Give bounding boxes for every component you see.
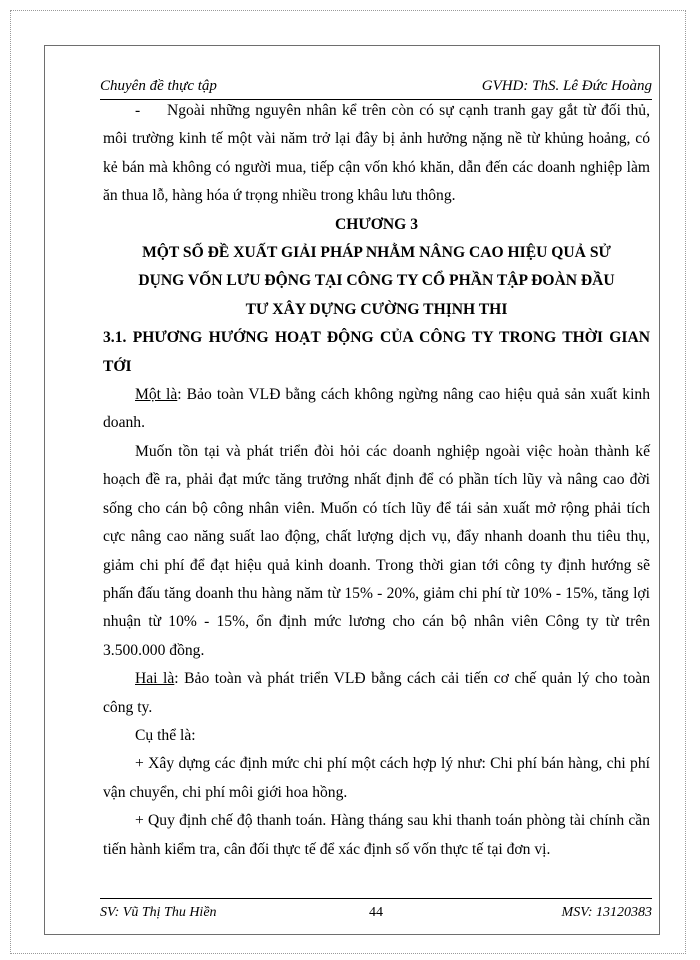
paragraph-development: Muốn tồn tại và phát triển đòi hỏi các doanh nghiệp ngoài việc hoàn thành kế hoạch đề ra, phải đạt mức tăng trưởng nhất định để có phần tích lũy và nâng cao đời sống cho cán bộ công nhân viên. Muốn có tích lũy để tái sản xuất mở rộng phải tích cực nâng cao năng suất lao động, chất lượng dịch vụ, đẩy nhanh doanh thu tiêu thụ, giảm chi phí để đạt hiệu quả kinh doanh. Trong thời gian tới công ty định hướng sẽ phấn đấu tăng doanh thu hàng năm từ 15% - 20%, giảm chi phí từ 10% - 15%, tăng lợi nhuận từ 10% - 15%, ổn định mức lương cho cán bộ nhân viên Công ty từ trên 3.500.000 đồng. <box>103 442 650 659</box>
footer-student: SV: Vũ Thị Thu Hiền <box>100 905 217 920</box>
footer-student-id: MSV: 13120383 <box>561 905 652 920</box>
label-second: Hai là <box>135 670 175 688</box>
paragraph-second-text: : Bảo toàn và phát triển VLĐ bằng cách cải tiến cơ chế quản lý cho toàn công ty. <box>103 670 650 716</box>
chapter-title-line-2: DỤNG VỐN LƯU ĐỘNG TẠI CÔNG TY CỔ PHẦN TẬP ĐOÀN ĐẦU <box>138 272 615 290</box>
header-left: Chuyên đề thực tập <box>100 78 217 94</box>
paragraph-first <box>103 381 650 438</box>
paragraph-competition <box>103 97 650 211</box>
paragraph-competition-text: Ngoài những nguyên nhân kể trên còn có sự cạnh tranh gay gắt từ đối thủ, môi trường kinh tế một vài năm trở lại đây bị ảnh hưởng nặng nề từ khủng hoảng, có kẻ bán mà không có người mua, tiếp cận vốn khó khăn, dẫn đến các doanh nghiệp làm ăn thua lỗ, hàng hóa ứ trọng nhiều trong khâu lưu thông. <box>103 102 650 205</box>
label-first: Một là <box>135 386 178 404</box>
paragraph-second <box>103 665 650 722</box>
paragraph-payment-rules: + Quy định chế độ thanh toán. Hàng tháng sau khi thanh toán phòng tài chính cần tiến hành kiểm tra, cân đối thực tế để xác định số vốn thực tế tại đơn vị. <box>103 812 650 858</box>
chapter-title-line-1: MỘT SỐ ĐỀ XUẤT GIẢI PHÁP NHẰM NÂNG CAO HIỆU QUẢ SỬ <box>142 244 611 262</box>
header-right: GVHD: ThS. Lê Đức Hoàng <box>481 78 652 94</box>
section-heading: 3.1. PHƯƠNG HƯỚNG HOẠT ĐỘNG CỦA CÔNG TY TRONG THỜI GIAN TỚI <box>103 329 650 375</box>
chapter-title-line-3: TƯ XÂY DỰNG CƯỜNG THỊNH THI <box>245 300 508 318</box>
footer-page-number: 44 <box>369 905 383 920</box>
page-body <box>103 97 650 864</box>
paragraph-first-text: : Bảo toàn VLĐ bằng cách không ngừng nâng cao hiệu quả sản xuất kinh doanh. <box>103 386 651 432</box>
page-footer <box>100 898 652 929</box>
bullet-dash: - <box>135 102 141 119</box>
chapter-heading: CHƯƠNG 3 <box>334 215 419 233</box>
paragraph-specifically: Cụ thể là: <box>135 726 196 744</box>
paragraph-cost-norms: + Xây dựng các định mức chi phí một cách hợp lý như: Chi phí bán hàng, chi phí vận chuyển, chi phí môi giới hoa hồng. <box>103 755 650 801</box>
